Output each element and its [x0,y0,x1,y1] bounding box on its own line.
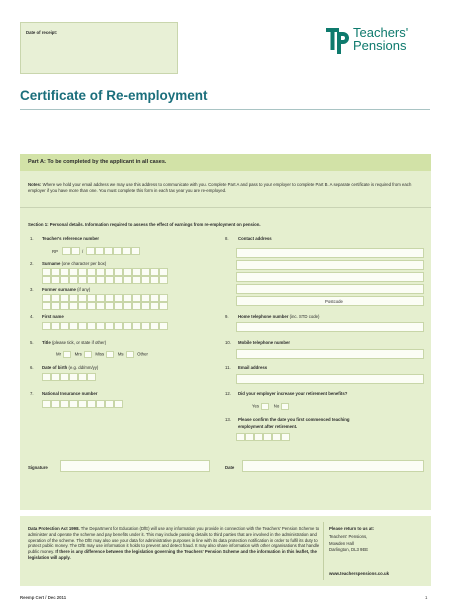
tick-miss[interactable] [106,351,114,358]
field-5-number: 5. [30,340,34,345]
notes-paragraph [28,182,420,195]
surname-row-2-box[interactable] [141,276,150,284]
section-1-heading: Section 1: Personal details. Information required to assess the effect of earnings from re-employment on pension. [28,222,261,227]
ni-number-box[interactable] [69,400,78,408]
former-surname-row-1-box[interactable] [51,294,60,302]
notes-text: Where we hold your email address we may use this address to communicate with you. Complete Part A and pass to your employer to complete Part B. A separate certificate is required from each employer if you have more than one. You must complete this form in each tax year you are re-employed. [28,182,412,194]
surname-row-2-box[interactable] [123,276,132,284]
field-4-number: 4. [30,314,34,319]
field-10-label: Mobile telephone number [238,340,291,345]
divider [20,207,431,208]
former-surname-row-1-box[interactable] [60,294,69,302]
surname-row-2-box[interactable] [150,276,159,284]
ref-number-b-box[interactable] [131,247,140,255]
ref-number-b-box[interactable] [113,247,122,255]
surname-row-1-box[interactable] [51,268,60,276]
former-surname-row-1-box[interactable] [96,294,105,302]
former-surname-row-1-box[interactable] [78,294,87,302]
former-surname-row-2-box[interactable] [96,302,105,310]
tp-logo-icon [326,28,350,54]
surname-row-1-box[interactable] [150,268,159,276]
surname-row-2-box[interactable] [51,276,60,284]
former-surname-row-2-box[interactable] [42,302,51,310]
date-field[interactable] [242,460,424,472]
former-surname-row-2-box[interactable] [60,302,69,310]
field-8-label: Contact address [238,236,272,241]
title-option-ms: Ms [117,351,124,357]
option-no: No [273,403,280,409]
tick-no[interactable] [281,403,289,410]
tick-mr[interactable] [63,351,71,358]
footer-panel [20,516,431,586]
title-rule [20,109,430,110]
former-surname-row-1-box[interactable] [141,294,150,302]
return-address [329,534,368,554]
dpa-heading: Data Protection Act 1998. [28,526,80,531]
dob-box[interactable] [87,373,96,381]
return-line-2: Mowden Hall [329,540,354,546]
form-code: Reemp Cert / Dec 2011 [20,595,67,600]
former-surname-row-1-box[interactable] [159,294,168,302]
surname-row-2-box[interactable] [42,276,51,284]
former-surname-row-1-box[interactable] [105,294,114,302]
first-name-box[interactable] [87,322,96,330]
former-surname-row-2-box[interactable] [114,302,123,310]
title-options [56,351,148,358]
home-phone-field[interactable] [236,322,424,332]
ni-number-box[interactable] [51,400,60,408]
field-4-label: First name [42,314,64,319]
ni-number-box[interactable] [78,400,87,408]
surname-row-2-box[interactable] [69,276,78,284]
footer-divider [323,522,324,580]
field-11-number: 11. [225,365,231,370]
part-a-panel [20,154,431,510]
benefits-options [252,403,289,410]
return-line-3: Darlington, DL3 9EE [329,547,369,552]
first-name-box[interactable] [78,322,87,330]
former-surname-row-2-box[interactable] [87,302,96,310]
surname-row-2-box[interactable] [159,276,168,284]
ni-number-box[interactable] [96,400,105,408]
commence-date-box[interactable] [281,433,290,441]
field-11-label: Email address [238,365,268,370]
receipt-label: Date of receipt: [26,30,58,35]
field-13-label-2: employment after retirement. [238,424,298,429]
ref-number-b-box[interactable] [95,247,104,255]
address-postcode-field[interactable] [236,296,424,306]
commence-date-box[interactable] [245,433,254,441]
dob-box[interactable] [51,373,60,381]
dob-box[interactable] [78,373,87,381]
tick-mrs[interactable] [84,351,92,358]
ref-prefix: RP [52,249,58,254]
tick-ms[interactable] [126,351,134,358]
surname-row-2-box[interactable] [105,276,114,284]
ref-number-a-box[interactable] [71,247,80,255]
title-option-mr: Mr [56,351,62,357]
former-surname-row-1-box[interactable] [150,294,159,302]
surname-row-2-box[interactable] [60,276,69,284]
date-label: Date [225,465,235,470]
dpa-legislation-note: If there is any difference between the legislation governing the Teachers' Pension Scheme and the information in this leaflet, the legislation will apply. [28,549,317,560]
website-link[interactable]: www.teacherspensions.co.uk [329,571,390,576]
former-surname-row-2-box[interactable] [150,302,159,310]
commence-date-box[interactable] [236,433,245,441]
surname-row-1-box[interactable] [96,268,105,276]
former-surname-row-1-box[interactable] [87,294,96,302]
field-13-number: 13. [225,417,231,422]
surname-row-1-box[interactable] [141,268,150,276]
field-12-number: 12. [225,391,231,396]
address-line-1[interactable] [236,248,424,258]
former-surname-row-2-box[interactable] [105,302,114,310]
ref-number-b-box[interactable] [104,247,113,255]
title-option-miss: Miss [95,351,105,357]
part-a-heading: Part A: To be completed by the applicant in all cases. [28,159,167,165]
field-1-label: Teacher's reference number [42,236,100,241]
first-name-box[interactable] [159,322,168,330]
former-surname-row-1-box[interactable] [114,294,123,302]
field-3-hint: (if any) [77,287,91,292]
return-heading: Please return to us at: [329,526,375,531]
dob-box[interactable] [42,373,51,381]
commence-date-box[interactable] [272,433,281,441]
address-line-2[interactable] [236,260,424,270]
commence-date-box[interactable] [254,433,263,441]
field-10-number: 10. [225,340,231,345]
ni-number-box[interactable] [60,400,69,408]
field-6-label: Date of birth [42,365,68,370]
first-name-box[interactable] [114,322,123,330]
signature-field[interactable] [60,460,210,472]
dob-box[interactable] [69,373,78,381]
surname-row-1-box[interactable] [123,268,132,276]
option-yes: Yes [252,403,260,409]
field-2-number: 2. [30,261,34,266]
email-field[interactable] [236,374,424,384]
surname-row-2-box[interactable] [114,276,123,284]
field-2-hint: (one character per box) [61,261,107,266]
ref-number-a-box[interactable] [62,247,71,255]
ni-number-box[interactable] [42,400,51,408]
notes-label: Notes: [28,182,42,187]
field-9-label: Home telephone number [238,314,289,319]
surname-row-1-box[interactable] [159,268,168,276]
first-name-box[interactable] [105,322,114,330]
field-8-number: 8. [225,236,229,241]
first-name-box[interactable] [150,322,159,330]
address-line-4[interactable] [236,284,424,294]
logo-line-1: Teachers' [353,25,409,40]
surname-row-1-box[interactable] [114,268,123,276]
ref-number-b-box[interactable] [122,247,131,255]
field-7-label: National Insurance number [42,391,98,396]
first-name-box[interactable] [51,322,60,330]
first-name-box[interactable] [42,322,51,330]
field-6-number: 6. [30,365,34,370]
field-9-hint: (inc. STD code) [289,314,320,319]
surname-row-2-box[interactable] [132,276,141,284]
part-a-heading-bar [20,154,431,171]
return-line-1: Teachers' Pensions, [329,534,368,539]
first-name-box[interactable] [123,322,132,330]
postcode-label: Postcode [325,299,343,304]
field-5-label: Title [42,340,51,345]
former-surname-row-1-box[interactable] [42,294,51,302]
first-name-box[interactable] [141,322,150,330]
former-surname-row-2-box[interactable] [123,302,132,310]
field-1-number: 1. [30,236,34,241]
title-option-mrs: Mrs [74,351,82,357]
former-surname-row-1-box[interactable] [123,294,132,302]
logo-line-2: Pensions [353,38,407,53]
signature-label: Signature [28,465,48,470]
ni-number-box[interactable] [87,400,96,408]
address-line-3[interactable] [236,272,424,282]
commence-date-box[interactable] [263,433,272,441]
surname-row-2-box[interactable] [96,276,105,284]
former-surname-row-2-box[interactable] [132,302,141,310]
mobile-phone-field[interactable] [236,349,424,359]
field-3-label: Former surname [42,287,76,292]
field-7-number: 7. [30,391,34,396]
surname-row-1-box[interactable] [132,268,141,276]
dob-box[interactable] [60,373,69,381]
former-surname-row-2-box[interactable] [51,302,60,310]
surname-row-1-box[interactable] [69,268,78,276]
surname-row-1-box[interactable] [87,268,96,276]
field-2-label: Surname [42,261,61,266]
receipt-box [20,22,178,74]
surname-row-2-box[interactable] [78,276,87,284]
field-13-label-1: Please confirm the date you first commenced teaching [238,417,350,422]
surname-row-1-box[interactable] [78,268,87,276]
first-name-box[interactable] [132,322,141,330]
former-surname-row-2-box[interactable] [78,302,87,310]
field-5-hint: (please tick, or state if other) [51,340,107,345]
tick-yes[interactable] [261,403,269,410]
title-option-other: Other [137,351,148,357]
first-name-box[interactable] [69,322,78,330]
ref-slash: / [82,249,84,254]
former-surname-row-2-box[interactable] [141,302,150,310]
field-9-number: 9. [225,314,229,319]
former-surname-row-1-box[interactable] [69,294,78,302]
former-surname-row-1-box[interactable] [132,294,141,302]
former-surname-row-2-box[interactable] [159,302,168,310]
ni-number-box[interactable] [114,400,123,408]
data-protection-text [28,526,324,561]
former-surname-row-2-box[interactable] [69,302,78,310]
first-name-box[interactable] [60,322,69,330]
field-3-number: 3. [30,287,34,292]
field-12-label: Did your employer increase your retirement benefits? [238,391,348,396]
first-name-box[interactable] [96,322,105,330]
ni-number-box[interactable] [105,400,114,408]
field-6-hint: (e.g. dd/mm/yy) [68,365,99,370]
teachers-pensions-logo [326,26,432,58]
page-title: Certificate of Re-employment [20,88,208,103]
surname-row-1-box[interactable] [60,268,69,276]
page-number: 1 [425,595,428,600]
ref-number-b-box[interactable] [86,247,95,255]
surname-row-1-box[interactable] [42,268,51,276]
surname-row-1-box[interactable] [105,268,114,276]
dpa-body: The Department for Education (DfE) will use any information you provide in connection with the Teachers' Pension Scheme to administer and operate the scheme and pay benefits under it. This may include passing details to third parties that are involved in the administration and operation of the scheme. The DfE may also use your data for administrative purposes in line with its data protection notification in order to fulfil its duty to protect public money. The DfE may use information it holds to prevent and detect fraud. It may also share information with other organisations that handle public money. [28,526,320,555]
surname-row-2-box[interactable] [87,276,96,284]
